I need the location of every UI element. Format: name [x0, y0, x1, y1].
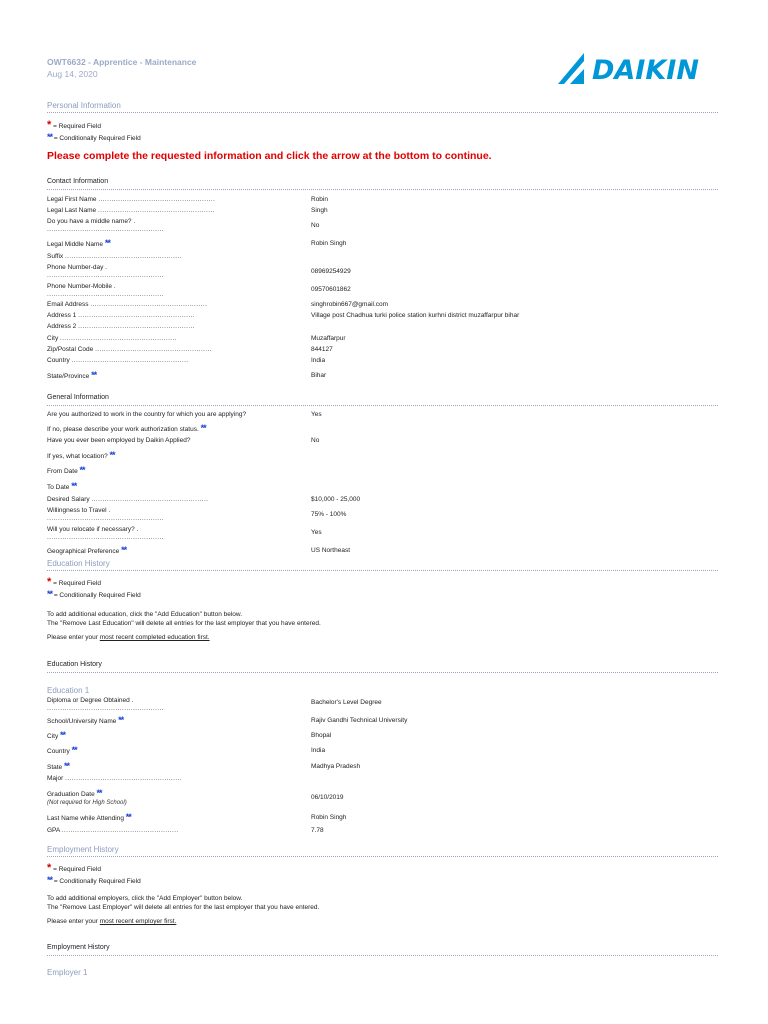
divider — [47, 570, 718, 571]
dot-leader: ..................................................... — [47, 705, 164, 712]
document-date: Aug 14, 2020 — [47, 69, 98, 79]
required-star: * — [47, 576, 52, 588]
geo-preference-value: US Northeast — [311, 547, 351, 554]
school-label: School/University Name ** — [47, 715, 124, 725]
last-name-attending-value: Robin Singh — [311, 814, 347, 821]
conditional-stars: ** — [47, 875, 53, 885]
legend-conditional-text: = Conditionally Required Field — [53, 135, 141, 142]
first-name-value: Robin — [311, 196, 328, 203]
work-authorization-value: Yes — [311, 411, 322, 418]
email-label: Email Address ..................................................... — [47, 301, 208, 308]
city-value: Muzaffarpur — [311, 335, 346, 342]
education-1-heading: Education 1 — [47, 686, 90, 695]
divider — [47, 189, 718, 190]
middle-question-value: No — [311, 222, 320, 229]
major-label: Major ..................................................... — [47, 775, 182, 782]
conditional-stars: ** — [121, 545, 127, 555]
conditional-stars: ** — [125, 812, 131, 822]
daikin-logo-text: DAIKIN — [592, 55, 699, 86]
relocate-value: Yes — [311, 529, 322, 536]
dot-leader: ..................................................... — [47, 226, 164, 233]
location-label: If yes, what location? ** — [47, 450, 115, 460]
dot-leader: ..................................................... — [47, 291, 164, 298]
country-value: India — [311, 357, 326, 364]
first-name-label: Legal First Name ..................................................... — [47, 196, 216, 203]
state-value: Bihar — [311, 372, 327, 379]
contact-information-heading: Contact Information — [47, 178, 109, 185]
employed-before-value: No — [311, 437, 320, 444]
travel-label: Willingness to Travel . — [47, 507, 111, 514]
legend-required: * = Required Field — [47, 862, 101, 874]
graduation-date-value: 06/10/2019 — [311, 794, 344, 801]
degree-label: Diploma or Degree Obtained . — [47, 697, 134, 704]
middle-question-label: Do you have a middle name? . — [47, 218, 136, 225]
phone-day-label: Phone Number-day . — [47, 264, 107, 271]
legend-required — [47, 119, 101, 131]
daikin-logo-icon — [556, 51, 726, 86]
school-value: Rajiv Gandhi Technical University — [311, 717, 408, 724]
graduation-note: (Not required for High School) — [47, 800, 127, 806]
education-history-heading: Education History — [47, 661, 102, 668]
instruction-alert: Please complete the requested information and click the arrow at the bottom to continue. — [47, 150, 492, 162]
conditional-stars: ** — [60, 730, 66, 740]
document-title: OWT6632 - Apprentice - Maintenance — [47, 57, 197, 67]
last-name-value: Singh — [311, 207, 328, 214]
divider — [47, 955, 718, 956]
middle-name-value: Robin Singh — [311, 240, 347, 247]
edu-city-value: Bhopal — [311, 732, 332, 739]
education-instructions: To add additional education, click the "Add Education" button below. The "Remove Last Education" will delete all entries for the last employer that you have entered. Please enter your most recent completed education first. — [47, 611, 321, 641]
phone-mobile-label: Phone Number-Mobile . — [47, 283, 116, 290]
conditional-stars: ** — [79, 465, 85, 475]
employment-history-heading: Employment History — [47, 944, 110, 951]
legend-required-text: = Required Field — [53, 123, 101, 130]
gpa-value: 7.78 — [311, 827, 324, 834]
to-date-label: To Date ** — [47, 481, 77, 491]
authorization-status-label: If no, please describe your work authorization status. ** — [47, 423, 206, 433]
desired-salary-value: $10,000 - 25,000 — [311, 496, 361, 503]
edu-country-label: Country ** — [47, 745, 77, 755]
conditional-stars: ** — [47, 589, 53, 599]
divider — [47, 856, 718, 857]
required-star: * — [47, 862, 52, 874]
section-personal-information: Personal Information — [47, 101, 121, 110]
from-date-label: From Date ** — [47, 465, 85, 475]
legend-conditional: ** = Conditionally Required Field — [47, 875, 141, 885]
travel-value: 75% - 100% — [311, 511, 347, 518]
employment-instructions: To add additional employers, click the "Add Employer" button below. The "Remove Last Employer" will delete all entries for the last employer that you have entered. Please enter your most recent employer first. — [47, 895, 320, 925]
legend-required: * = Required Field — [47, 576, 101, 588]
conditional-stars: ** — [91, 370, 97, 380]
section-employment-history: Employment History — [47, 845, 119, 854]
employer-1-heading: Employer 1 — [47, 968, 88, 977]
conditional-stars: ** — [104, 238, 110, 248]
phone-mobile-value: 09570601862 — [311, 286, 351, 293]
address2-label: Address 2 ..................................................... — [47, 323, 196, 330]
middle-name-label: Legal Middle Name ** — [47, 238, 110, 248]
suffix-label: Suffix ..................................................... — [47, 253, 182, 260]
desired-salary-label: Desired Salary ..................................................... — [47, 496, 209, 503]
email-value: singhrobin667@gmail.com — [311, 301, 389, 308]
geo-preference-label: Geographical Preference ** — [47, 545, 127, 555]
edu-city-label: City ** — [47, 730, 66, 740]
relocate-label: Will you relocate if necessary? . — [47, 526, 139, 533]
divider — [47, 112, 718, 113]
divider — [47, 405, 718, 406]
last-name-label: Legal Last Name ..................................................... — [47, 207, 215, 214]
phone-day-value: 08969254929 — [311, 268, 351, 275]
dot-leader: ..................................................... — [47, 515, 164, 522]
country-label: Country ..................................................... — [47, 357, 189, 364]
edu-country-value: India — [311, 747, 326, 754]
edu-state-value: Madhya Pradesh — [311, 763, 361, 770]
required-star: * — [47, 119, 52, 131]
conditional-stars: ** — [200, 423, 206, 433]
section-education-history: Education History — [47, 559, 110, 568]
address1-label: Address 1 ..................................................... — [47, 312, 196, 319]
dot-leader: ..................................................... — [47, 272, 164, 279]
divider — [47, 672, 718, 673]
address1-value: Village post Chadhua turki police station kurhni district muzaffarpur bihar — [311, 312, 520, 319]
state-label: State/Province ** — [47, 370, 97, 380]
edu-state-label: State ** — [47, 761, 70, 771]
conditional-stars: ** — [47, 132, 53, 142]
conditional-stars: ** — [71, 745, 77, 755]
gpa-label: GPA ..................................................... — [47, 827, 179, 834]
general-information-heading: General Information — [47, 394, 109, 401]
work-authorization-label: Are you authorized to work in the country for which you are applying? — [47, 411, 247, 418]
last-name-attending-label: Last Name while Attending ** — [47, 812, 131, 822]
employment-emphasis: most recent employer first. — [99, 918, 177, 925]
legend-conditional — [47, 132, 141, 142]
conditional-stars: ** — [71, 481, 77, 491]
legend-conditional: ** = Conditionally Required Field — [47, 589, 141, 599]
employed-before-label: Have you ever been employed by Daikin Applied? — [47, 437, 191, 444]
degree-value: Bachelor's Level Degree — [311, 699, 382, 706]
city-label: City ..................................................... — [47, 335, 177, 342]
conditional-stars: ** — [96, 788, 102, 798]
conditional-stars: ** — [109, 450, 115, 460]
daikin-logo — [556, 51, 726, 86]
dot-leader: ..................................................... — [47, 534, 164, 541]
zip-value: 844127 — [311, 346, 333, 353]
zip-label: Zip/Postal Code ..................................................... — [47, 346, 212, 353]
conditional-stars: ** — [118, 715, 124, 725]
conditional-stars: ** — [64, 761, 70, 771]
education-emphasis: most recent completed education first. — [99, 634, 210, 641]
graduation-date-label: Graduation Date ** — [47, 788, 102, 798]
